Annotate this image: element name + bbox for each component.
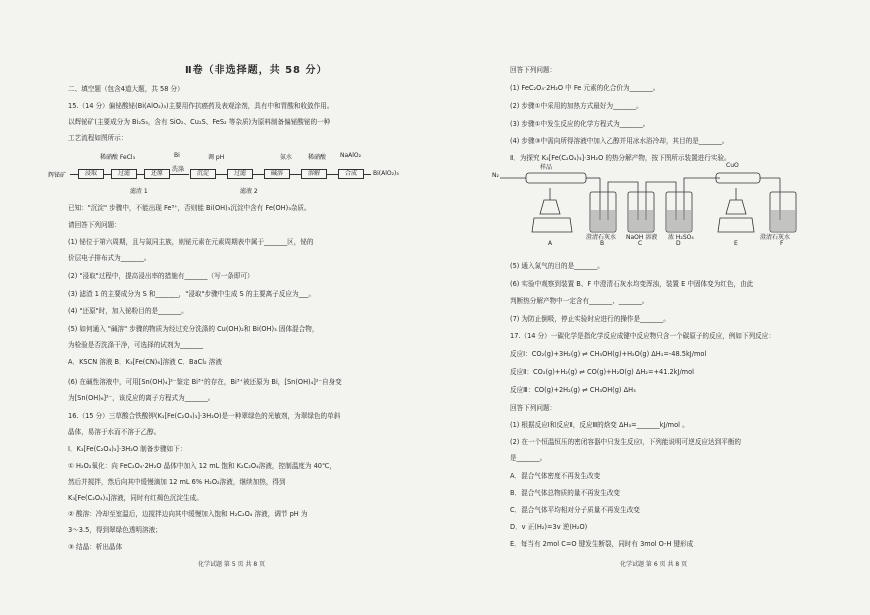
apparatus-label: N₂ <box>492 172 499 179</box>
flow-arrow <box>169 174 189 175</box>
q17-option: B．混合气体总物质的量不再发生改变 <box>510 489 621 497</box>
flow-arrow <box>103 174 111 175</box>
flow-arrow <box>363 174 371 175</box>
flow-bottom-label: 滤渣 1 <box>130 188 148 195</box>
flow-box: 过滤 <box>111 169 137 179</box>
q16-line: Ⅰ．K₃[Fe(C₂O₄)₃]·3H₂O 制备步骤如下： <box>68 445 187 453</box>
apparatus-label: 样品 <box>540 164 553 171</box>
page-footer: 化学试题 第 6 页 共 8 页 <box>620 561 688 568</box>
page-footer: 化学试题 第 5 页 共 8 页 <box>198 561 266 568</box>
q17-item: (1) 根据反应Ⅰ和反应Ⅱ，反应Ⅲ的焓变 ΔH₃=_______kJ/mol 。 <box>510 421 689 429</box>
process-flow-diagram <box>48 150 399 200</box>
apparatus-letter: E <box>734 240 738 247</box>
section-title: Ⅱ卷（非选择题，共 58 分） <box>185 65 328 76</box>
apparatus-letter: A <box>548 240 553 247</box>
q17-option: E．每当有 2mol C=O 键发生断裂，同时有 3mol O-H 键形成 <box>510 540 694 548</box>
flow-top-label: NaAlO₂ <box>340 152 362 159</box>
flow-end: Bi(AlO₂)₃ <box>373 170 399 177</box>
flow-arrow <box>289 174 301 175</box>
q16-item: (6) 实验中观察到装置 B、F 中澄清石灰水均变浑浊，装置 E 中固体变为红色，由此 <box>510 280 754 288</box>
q17-reaction: 反应Ⅱ：CO₂(g)+H₂(g) ⇌ CO(g)+H₂O(g) ΔH₂=+41.2kJ/mol <box>510 368 694 376</box>
apparatus-label: CuO <box>726 162 739 169</box>
q16-item: (3) 步骤①中发生反应的化学方程式为_______。 <box>510 120 650 128</box>
q15-note: 已知："沉淀" 步骤中，不能出现 Fe³⁺，否则能 Bi(OH)₃沉淀中含有 Fe(OH)₃杂质。 <box>68 204 311 212</box>
flow-box: 还原 <box>144 169 170 179</box>
q15-item: 为检验是否洗涤干净，可选择的试剂为_______ <box>68 341 204 349</box>
reagent-label: 澄清石灰水 <box>586 234 617 241</box>
apparatus-letter: F <box>780 240 784 247</box>
q15-item: (1) 铋位于第六周期，且与氮同主族，则铋元素在元素周期表中属于_______区，铋的 <box>68 238 314 246</box>
q16-line: ① H₂O₂氧化：向 FeC₂O₄·2H₂O 晶体中加入 12 mL 饱和 K₂C₂O₄溶液，控制温度为 40℃， <box>68 462 336 470</box>
q16-line: ② 酸溶：冷却至室温后，边搅拌边向其中缓慢加入饱和 H₂C₂O₄ 溶液，调节 pH 为 <box>68 510 308 518</box>
flow-box: 浸取 <box>78 169 104 179</box>
q15-line: 请回答下列问题： <box>68 221 121 229</box>
flow-box: 合成 <box>338 169 364 179</box>
page-6 <box>490 0 870 615</box>
flow-arrow <box>252 174 264 175</box>
flow-arrow <box>136 174 144 175</box>
apparatus-letter: C <box>638 240 643 247</box>
q17-reaction: 反应Ⅰ：CO₂(g)+3H₂(g) ⇌ CH₃OH(g)+H₂O(g) ΔH₁=-48.5kJ/mol <box>510 350 707 358</box>
q16-item: (4) 步骤③中需向所得溶液中加入乙醇并用冰水浴冷却，其目的是_______。 <box>510 137 729 145</box>
flow-top-label: 稀硝酸 FeCl₃ <box>100 154 135 161</box>
q17-item: (2) 在一个恒温恒压的密闭容器中只发生反应Ⅰ，下列能说明可逆反应达到平衡的 <box>510 438 741 446</box>
q17-option: C．混合气体平均相对分子质量不再发生改变 <box>510 506 640 514</box>
flow-mid-label: 洗涤 <box>172 166 185 173</box>
q17-option: A．混合气体密度不再发生改变 <box>510 472 601 480</box>
flow-bottom-label: 滤液 2 <box>240 188 258 195</box>
q15-item: (4) "还原"时，加入铋粉目的是_______。 <box>68 307 188 315</box>
flow-arrow <box>215 174 227 175</box>
flow-box: 沉淀 <box>190 169 216 179</box>
q17-reaction: 反应Ⅲ：CO(g)+2H₂(g) ⇌ CH₃OH(g) ΔH₃ <box>510 386 636 394</box>
q16-item: (7) 为防止倒吸，停止实验时应进行的操作是_______。 <box>510 315 670 323</box>
q15-line: 15.（14 分）偏铋酸铋(Bi(AlO₂)₃)主要用作抗癌药及表观涂剂，具有中和胃酸和收敛作用。 <box>68 102 334 110</box>
q17-option: D．v 正(H₂)=3v 逆(H₂O) <box>510 523 588 531</box>
q15-item: (2) "浸取"过程中，提高浸出率的措施有_______（写一条即可） <box>68 272 254 280</box>
q16-line: 回答下列问题： <box>510 66 557 74</box>
flow-arrow <box>70 174 78 175</box>
q16-line: 晶体，易溶于水而不溶于乙醇。 <box>68 428 161 436</box>
q15-line: 以辉铋矿(主要成分为 Bi₂S₃，含有 SiO₂、Cu₂S、FeS₂ 等杂质)为原料制备偏铋酸铋的一种 <box>68 118 331 126</box>
q15-line: 工艺流程如图所示： <box>68 134 128 142</box>
q16-line: 3～3.5，得到翠绿色透明溶液； <box>68 526 162 534</box>
q16-line: 16.（15 分）三草酸合铁酸钾(K₃[Fe(C₂O₄)₃]·3H₂O)是一种翠绿色的光敏剂，为翠绿色的单斜 <box>68 412 341 420</box>
flow-top-label: 稀硝酸 <box>308 154 327 161</box>
reagent-label: 澄清石灰水 <box>760 234 791 241</box>
q16-line: 然后并搅拌，然后向其中缓慢滴加 12 mL 6% H₂O₂溶液，继续加热，得到 <box>68 478 286 486</box>
flow-box: 碱溶 <box>264 169 290 179</box>
apparatus-letter: D <box>676 240 681 247</box>
q15-item: (6) 在碱性溶液中，可用[Sn(OH)₄]²⁻鉴定 Bi³⁺的存在，Bi³⁺被还原为 Bi，[Sn(OH)₄]²⁻自身变 <box>68 378 342 386</box>
q15-options: A．KSCN 溶液 B．K₃[Fe(CN)₆]溶液 C．BaCl₂ 溶液 <box>68 358 222 366</box>
q17-line: 回答下列问题： <box>510 404 557 412</box>
q17-line: 17.（14 分）一碳化学是指化学反应成键中反应物只含一个碳原子的反应，例如下列反应： <box>510 332 775 340</box>
q16-line: ③ 结晶：析出晶体 <box>68 543 123 551</box>
flow-top-label: 调 pH <box>208 154 225 161</box>
q16-line: K₃[Fe(C₂O₄)₃]溶液，同时有红褐色沉淀生成。 <box>68 494 203 502</box>
q16-item: Ⅱ．为探究 K₃[Fe(C₂O₄)₃]·3H₂O 的热分解产物，按下图所示装置进行实验。 <box>510 154 731 162</box>
flow-top-label: 氨水 <box>280 154 293 161</box>
flow-top-label: Bi <box>174 152 180 159</box>
q16-item: (5) 通入氮气的目的是_______。 <box>510 262 604 270</box>
flow-arrow <box>326 174 338 175</box>
q15-item: (5) 如何通入 "碱溶" 步骤的物质为经过充分洗涤的 Cu(OH)₂和 Bi(OH)₃ 固体混合物， <box>68 325 319 333</box>
reagent-label: NaOH 溶液 <box>626 234 658 241</box>
q15-item: (3) 滤渣 1 的主要成分为 S 和_______，"浸取"步骤中生成 S 的主要离子反应为___。 <box>68 290 316 298</box>
flow-box: 溶解 <box>301 169 327 179</box>
apparatus-letter: B <box>600 240 605 247</box>
q16-item: (2) 步骤①中采用的加热方式最好为_______。 <box>510 102 643 110</box>
q16-item: 判断热分解产物中一定含有_______、_______。 <box>510 297 649 305</box>
flow-box: 过滤 <box>227 169 253 179</box>
q15-item: 为[Sn(OH)₆]²⁻，该反应的离子方程式为_______。 <box>68 394 215 402</box>
q16-item: (1) FeC₂O₄·2H₂O 中 Fe 元素的化合价为_______。 <box>510 84 660 92</box>
q17-item: 是_______。 <box>510 454 547 462</box>
section-heading: 二、填空题（包含4道大题，共 58 分） <box>68 85 184 93</box>
flow-start: 辉铋矿 <box>48 172 67 179</box>
q15-item: 价层电子排布式为_______。 <box>68 254 151 262</box>
apparatus-diagram <box>490 162 860 250</box>
reagent-label: 浓 H₂SO₄ <box>668 234 694 241</box>
